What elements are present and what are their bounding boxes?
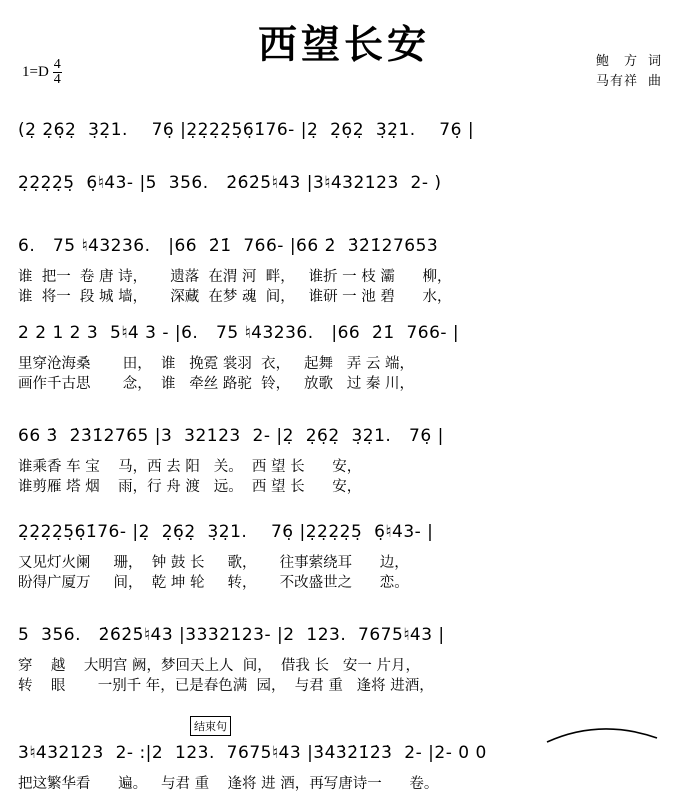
notation-line: 3♮432123 2- :|2 123. 7675♮43 |3̇4̇3̇2̇1̇2̇3̇ 2- |2- 0 0: [18, 743, 487, 763]
notation-line: 66 3̇ 2̇3̇1̇2765 |3 32123 2- |2̣ 2̣6̣2̣ 3̣2̣1. 76̣ |: [18, 426, 444, 446]
notation-line: 2̣2̣2̣2̣5̣6̣1̇76- |2̣ 2̣6̣2̣ 3̣2̣1. 76̣ |2̣2̣2̣2̣5̣ 6̣♮43- |: [18, 522, 434, 542]
end-phrase-label: [190, 716, 231, 736]
lyric-line-verse2: 转 眼 一别千 年，已是春色满 园， 与君 重 逢将 进酒，: [18, 678, 434, 695]
lyricist-line: [596, 52, 662, 72]
music-system: [18, 428, 670, 497]
time-signature-numerator: 4: [53, 57, 61, 72]
lyricist-name: 鲍 方: [595, 54, 638, 69]
lyricist-role: 词: [647, 54, 662, 69]
lyric-line-verse2: 画作千古思 念， 谁 牵丝 路驼 铃， 放歌 过 秦 川，: [18, 376, 415, 393]
time-signature: [53, 58, 62, 87]
page-title: 西望长安: [257, 23, 430, 68]
notation-line: 2 2 1 2 3 5♮4 3 - |6. 75 ♮43236. |66 2̇1̇ 766- |: [18, 323, 460, 343]
lyric-line-verse2: 盼得广厦万 间， 乾 坤 轮 转， 不改盛世之 恋。: [18, 575, 409, 592]
lyric-line-verse2: 谁剪雁 塔 烟 雨，行 舟 渡 远。 西 望 长 安，: [18, 479, 362, 496]
music-system: [18, 524, 670, 593]
key-signature-text: 1=D: [22, 64, 49, 80]
time-signature-denominator: 4: [53, 72, 61, 87]
composer-role: 曲: [647, 74, 662, 90]
notation-line: (2̣ 2̣6̣2̣ 3̣2̣1. 76̣ |2̣2̣2̣2̣5̣6̣1̇76- |2̣ 2̣6̣2̣ 3̣2̣1. 76̣ |: [18, 120, 475, 140]
music-system: [18, 238, 670, 307]
lyric-line-verse1: 谁乘香 车 宝 马，西 去 阳 关。 西 望 长 安，: [18, 459, 362, 475]
lyric-line-verse1: 穿 越 大明宫 阙，梦回天上人 间， 借我 长 安一 片月，: [18, 658, 420, 674]
credits: [596, 52, 662, 92]
lyric-line-verse1: 谁 把一 卷 唐 诗， 遗落 在渭 河 畔， 谁折 一 枝 灞 柳，: [18, 269, 452, 285]
notation-line: 6. 75 ♮43236. |66 2̇1̇ 766- |66 2̇ 3̇2̇1̇27653: [18, 236, 439, 256]
lyric-line-verse2: 谁 将一 段 城 墙， 深藏 在梦 魂 间， 谁研 一 池 碧 水，: [18, 289, 452, 306]
music-system: [18, 325, 670, 394]
notation-line: 2̣2̣2̣2̣5̣ 6̣♮43- |5 356. 2̇6̇2̇5̇♮43 |3♮432123 2- ): [18, 173, 442, 193]
lyric-line-verse1: 又见灯火阑 珊， 钟 鼓 长 歌， 往事萦绕耳 边，: [18, 555, 409, 571]
slur-arc-icon: [545, 722, 665, 744]
music-system: [18, 627, 670, 696]
end-phrase-label-text: 结束句: [190, 716, 231, 736]
music-system: [18, 122, 670, 148]
notation-line: 5 356. 2̇6̇2̇5̇♮43 |3332123- |2 123. 7675♮43 |: [18, 625, 445, 645]
composer-line: [596, 72, 662, 92]
lyric-line-verse1: 里穿沧海桑 田， 谁 挽霓 裳羽 衣， 起舞 弄 云 端，: [18, 356, 415, 372]
music-system: [18, 175, 670, 201]
key-signature: [22, 58, 62, 87]
lyric-line-verse1: 把这繁华看 遍。 与君 重 逢将 进 酒，再写唐诗一 卷。: [18, 776, 439, 792]
composer-name: 马有祥: [595, 74, 638, 90]
